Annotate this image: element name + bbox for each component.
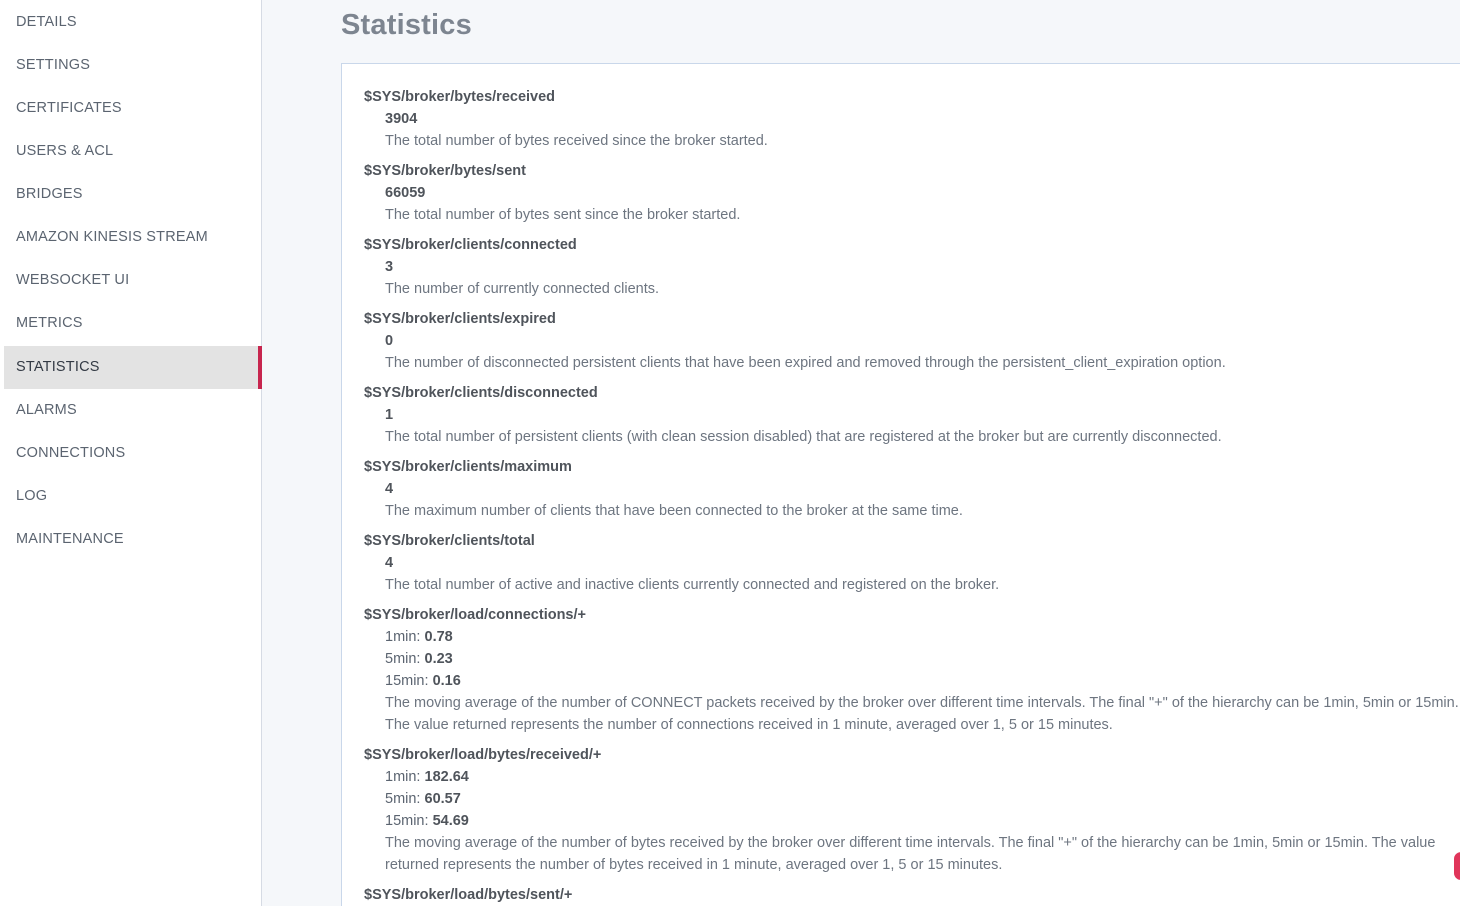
stat-bytes-received bbox=[364, 86, 1459, 152]
load-value: 60.57 bbox=[424, 791, 461, 807]
load-value: 0.78 bbox=[424, 629, 453, 645]
stat-load-5min bbox=[385, 788, 1459, 810]
sidebar bbox=[0, 0, 262, 906]
stat-value: 0 bbox=[385, 333, 394, 349]
stat-load-1min bbox=[385, 766, 1459, 788]
load-label: 15min: bbox=[385, 813, 429, 829]
sidebar-item-statistics[interactable]: STATISTICS bbox=[4, 346, 262, 389]
stat-topic: $SYS/broker/bytes/received bbox=[364, 89, 556, 105]
stat-topic: $SYS/broker/clients/maximum bbox=[364, 459, 572, 475]
stat-description: The number of disconnected persistent clients that have been expired and removed through the persistent_client_expiration option. bbox=[385, 355, 1226, 371]
sidebar-item-log[interactable]: LOG bbox=[16, 488, 48, 504]
stat-description: The moving average of the number of bytes received by the broker over different time intervals. The final "+" of the hierarchy can be 1min, 5min or 15min. The value returned represents the number of bytes received in 1 minute, averaged over 1, 5 or 15 minutes. bbox=[385, 835, 1436, 873]
stat-topic: $SYS/broker/clients/total bbox=[364, 533, 535, 549]
stat-load-bytes-received bbox=[364, 744, 1459, 876]
stat-description: The number of currently connected clients. bbox=[385, 281, 660, 297]
sidebar-item-connections[interactable]: CONNECTIONS bbox=[16, 445, 126, 461]
load-label: 1min: bbox=[385, 629, 421, 645]
page-title: Statistics bbox=[341, 9, 472, 41]
stat-description: The total number of persistent clients (with clean session disabled) that are registered at the broker but are currently disconnected. bbox=[385, 429, 1222, 445]
stat-topic: $SYS/broker/bytes/sent bbox=[364, 163, 526, 179]
stat-load-connections bbox=[364, 604, 1459, 736]
stat-load-1min bbox=[385, 626, 1459, 648]
stat-load-15min bbox=[385, 670, 1459, 692]
stat-clients-maximum bbox=[364, 456, 1459, 522]
stat-clients-total bbox=[364, 530, 1459, 596]
stat-topic: $SYS/broker/clients/expired bbox=[364, 311, 556, 327]
stat-clients-disconnected bbox=[364, 382, 1459, 448]
stat-value: 3 bbox=[385, 259, 394, 275]
stat-load-bytes-sent bbox=[364, 884, 1459, 906]
stat-value: 4 bbox=[385, 481, 394, 497]
load-label: 15min: bbox=[385, 673, 429, 689]
stat-value: 66059 bbox=[385, 185, 426, 201]
stat-value: 1 bbox=[385, 407, 394, 423]
sidebar-item-metrics[interactable]: METRICS bbox=[16, 315, 83, 331]
sidebar-item-details[interactable]: DETAILS bbox=[16, 14, 77, 30]
stat-topic: $SYS/broker/load/bytes/received/+ bbox=[364, 747, 602, 763]
stat-value: 4 bbox=[385, 555, 394, 571]
sidebar-item-alarms[interactable]: ALARMS bbox=[16, 402, 77, 418]
sidebar-item-websocket-ui[interactable]: WEBSOCKET UI bbox=[16, 272, 130, 288]
load-label: 1min: bbox=[385, 769, 421, 785]
stat-load-15min bbox=[385, 810, 1459, 832]
sidebar-item-maintenance[interactable]: MAINTENANCE bbox=[16, 531, 124, 547]
stat-load-5min bbox=[385, 648, 1459, 670]
stat-description: The maximum number of clients that have been connected to the broker at the same time. bbox=[385, 503, 963, 519]
stat-description: The moving average of the number of CONNECT packets received by the broker over different time intervals. The final "+" of the hierarchy can be 1min, 5min or 15min. The value returned represents the number of connections received in 1 minute, averaged over 1, 5 or 15 minutes. bbox=[385, 695, 1459, 733]
stat-topic: $SYS/broker/clients/connected bbox=[364, 237, 577, 253]
scroll-indicator[interactable] bbox=[1454, 852, 1460, 880]
main-content bbox=[263, 0, 1460, 906]
sidebar-item-amazon-kinesis-stream[interactable]: AMAZON KINESIS STREAM bbox=[16, 229, 208, 245]
load-value: 54.69 bbox=[432, 813, 469, 829]
stat-topic: $SYS/broker/load/bytes/sent/+ bbox=[364, 887, 573, 903]
statistics-list bbox=[364, 86, 1459, 906]
stat-description: The total number of bytes received since the broker started. bbox=[385, 133, 768, 149]
load-value: 0.23 bbox=[424, 651, 453, 667]
stat-bytes-sent bbox=[364, 160, 1459, 226]
sidebar-item-certificates[interactable]: CERTIFICATES bbox=[16, 100, 122, 116]
stat-topic: $SYS/broker/clients/disconnected bbox=[364, 385, 598, 401]
stat-clients-connected bbox=[364, 234, 1459, 300]
load-value: 0.16 bbox=[432, 673, 461, 689]
stat-description: The total number of active and inactive clients currently connected and registered on the broker. bbox=[385, 577, 1000, 593]
load-label: 5min: bbox=[385, 651, 421, 667]
stat-description: The total number of bytes sent since the broker started. bbox=[385, 207, 741, 223]
sidebar-item-bridges[interactable]: BRIDGES bbox=[16, 186, 83, 202]
statistics-panel[interactable] bbox=[341, 63, 1460, 906]
stat-clients-expired bbox=[364, 308, 1459, 374]
load-value: 182.64 bbox=[424, 769, 469, 785]
sidebar-item-settings[interactable]: SETTINGS bbox=[16, 57, 91, 73]
stat-topic: $SYS/broker/load/connections/+ bbox=[364, 607, 586, 623]
sidebar-item-users-acl[interactable]: USERS & ACL bbox=[16, 143, 114, 159]
load-label: 5min: bbox=[385, 791, 421, 807]
stat-value: 3904 bbox=[385, 111, 418, 127]
